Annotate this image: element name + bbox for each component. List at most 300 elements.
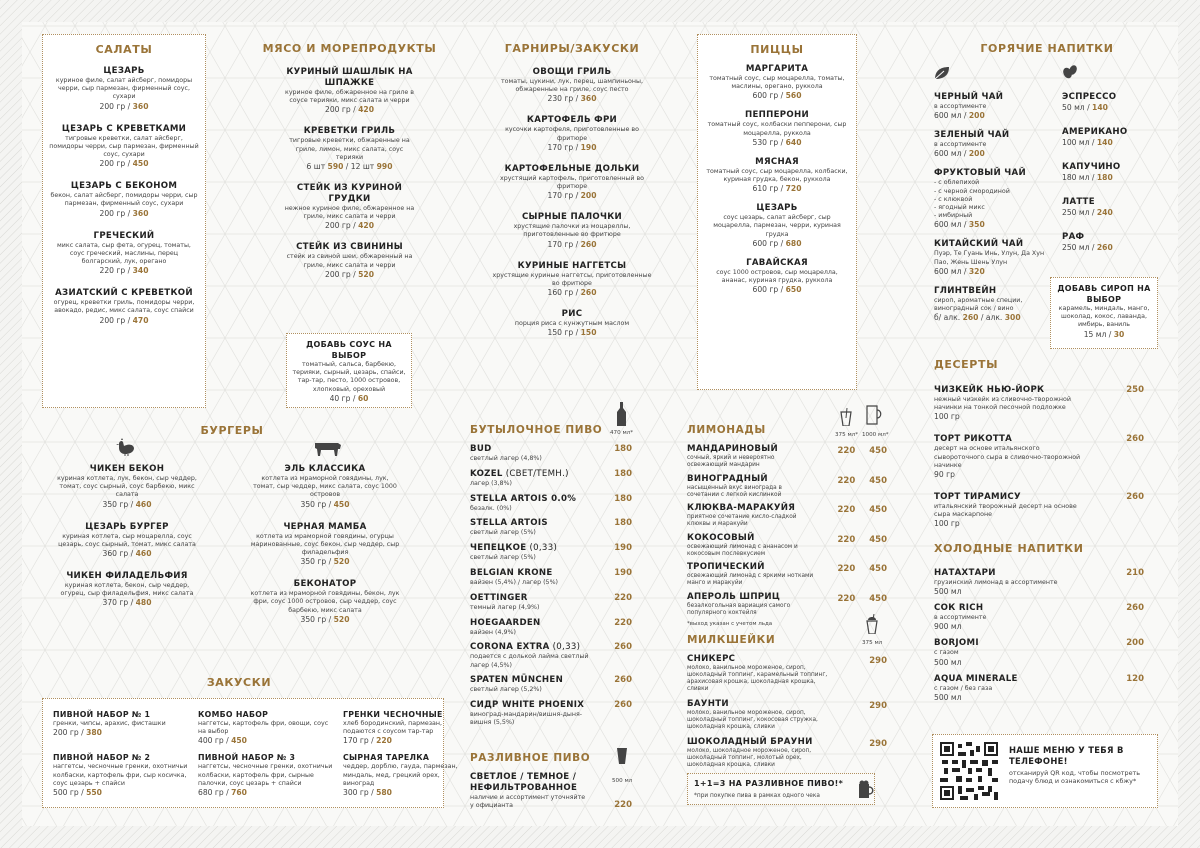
item-price: 450 bbox=[231, 736, 247, 746]
item-price: 520 bbox=[333, 557, 350, 567]
item-name: МАРГАРИТА bbox=[745, 64, 809, 74]
beer-name: KOZEL (СВЕТ/ТЕМН.) bbox=[470, 468, 569, 479]
item-desc: хрустящие куриные наггетсы, приготовленные во фритюре bbox=[492, 271, 652, 287]
snack-desc: гренки, чипсы, арахис, фисташки bbox=[53, 720, 166, 727]
tea-leaf-icon bbox=[934, 66, 950, 80]
item-name: КУРИНЫЕ НАГГЕТСЫ bbox=[517, 260, 627, 271]
menu-item bbox=[704, 64, 850, 101]
menu-item bbox=[52, 464, 202, 510]
beer-desc: вайзен (5,4%) / лагер (5%) bbox=[470, 578, 559, 586]
hot-drinks-title: ГОРЯЧИЕ НАПИТКИ bbox=[980, 42, 1114, 55]
item-desc: в ассортименте bbox=[934, 614, 987, 622]
desserts-list bbox=[934, 385, 1144, 541]
menu-item bbox=[49, 288, 199, 325]
item-price-line bbox=[52, 500, 202, 510]
item-weight: 230 гр / bbox=[547, 94, 581, 104]
bottle-beer-volume: 470 мл* bbox=[610, 430, 634, 436]
item-desc: десерт на основе итальянского сывороточного сыра в сливочно-творожной начинке bbox=[934, 445, 1081, 469]
syrup-desc: карамель, миндаль, манго, шоколад, кокос, лаванда, имбирь, ваниль bbox=[1058, 305, 1150, 329]
item-weight: 370 гр / bbox=[102, 598, 136, 608]
qr-code-icon[interactable] bbox=[940, 742, 998, 800]
draft-beer-price: 220 bbox=[614, 800, 632, 810]
beer-price: 190 bbox=[614, 567, 632, 578]
item-price-line bbox=[492, 328, 652, 338]
menu-item bbox=[282, 242, 417, 279]
milkshake-icon bbox=[866, 614, 878, 634]
hot-drinks-section bbox=[932, 42, 1162, 55]
item-weight: 500 гр / bbox=[53, 788, 87, 798]
item-price: 140 bbox=[1092, 103, 1108, 112]
item-price: 180 bbox=[1096, 173, 1113, 182]
coffee-price-line bbox=[1062, 138, 1162, 148]
draft-beer-desc: наличие и ассортимент уточняйте у официанта bbox=[470, 794, 586, 810]
lemonade-price-small: 220 bbox=[837, 593, 856, 604]
item-price: 360 bbox=[132, 208, 149, 218]
snack-desc: чеддер, дорблю, гауда, пармезан, миндаль, мед, грецкий орех, виноград bbox=[343, 763, 458, 787]
item-desc: стейк из свиной шеи, обжаренный на гриле, микс салата и черри bbox=[286, 253, 413, 269]
lemonade-item bbox=[687, 503, 887, 528]
item-desc: соус цезарь, салат айсберг, сыр моцарелла, пармезан, черри, куриная грудка bbox=[713, 214, 841, 238]
coffee-name: РАФ bbox=[1062, 232, 1085, 242]
lemonade-name: МАНДАРИНОВЫЙ bbox=[687, 444, 778, 454]
beer-name: SPATEN MÜNCHEN bbox=[470, 675, 564, 686]
item-price: 520 bbox=[358, 269, 374, 279]
lemonade-item bbox=[687, 474, 887, 499]
beer-name-extra: (СВЕТ/ТЕМН.) bbox=[502, 468, 569, 479]
beer-item bbox=[470, 618, 632, 637]
item-weight: 350 гр / bbox=[300, 614, 334, 624]
lemonade-note: *выход указан с учетом льда bbox=[687, 621, 773, 627]
item-price: 260 bbox=[580, 288, 597, 298]
menu-item bbox=[492, 309, 652, 338]
item-price: 520 bbox=[333, 614, 350, 624]
item-desc: хрустящий картофель, приготовленный во фритюре bbox=[499, 174, 645, 191]
item-weight: 600 гр / bbox=[752, 238, 786, 248]
item-price-line bbox=[704, 184, 850, 194]
cold-drinks-title: ХОЛОДНЫЕ НАПИТКИ bbox=[934, 542, 1084, 555]
beer-name: ЧЕПЕЦКОЕ (0,33) bbox=[470, 543, 558, 554]
item-desc: куриное филе, салат айсберг, помидоры черри, сыр пармезан, фирменный соус, сухари bbox=[55, 77, 193, 101]
item-weight: 600 мл / bbox=[934, 220, 969, 230]
milkshake-list bbox=[687, 654, 887, 775]
item-desc: порция риса с кунжутным маслом bbox=[514, 320, 630, 328]
lemonade-name: КЛЮКВА-МАРАКУЙЯ bbox=[687, 503, 796, 514]
tea-desc: сироп, ароматные специи, виноградный сок / вино bbox=[934, 296, 1023, 313]
item-price-line bbox=[49, 159, 199, 169]
beer-price: 260 bbox=[614, 675, 632, 686]
menu-item bbox=[282, 67, 417, 115]
lemonade-price-small: 220 bbox=[837, 475, 856, 486]
beer-name: BELGIAN KRONE bbox=[470, 567, 553, 578]
lemonade-glass-icon bbox=[840, 408, 852, 426]
beer-desc: безалк. (0%) bbox=[470, 504, 512, 512]
tea-list bbox=[934, 92, 1054, 332]
item-desc: микс салата, сыр фета, огурец, томаты, соус греческий, маслины, перец болгарский, лук, орегано bbox=[57, 241, 191, 266]
syrup-title: ДОБАВЬ СИРОП НА ВЫБОР bbox=[1057, 284, 1151, 304]
menu-item bbox=[492, 164, 652, 201]
menu-item bbox=[934, 674, 1144, 703]
item-price: 760 bbox=[231, 788, 247, 798]
beer-item bbox=[470, 543, 632, 562]
item-price: 260 bbox=[1126, 434, 1144, 445]
item-price: 200 bbox=[968, 111, 985, 121]
burgers-section bbox=[42, 424, 422, 437]
beer-mug-icon bbox=[858, 780, 874, 798]
item-price-line bbox=[704, 239, 850, 249]
snack-name: ПИВНОЙ НАБОР № 1 bbox=[53, 710, 151, 719]
qr-section bbox=[932, 734, 1158, 808]
milkshake-section bbox=[687, 634, 887, 646]
beer-item bbox=[470, 444, 632, 463]
item-weight: 100 гр bbox=[934, 519, 960, 529]
item-price: 420 bbox=[358, 221, 374, 231]
item-weight: 610 гр / bbox=[752, 184, 786, 194]
item-weight: 350 гр / bbox=[102, 499, 136, 509]
beer-bottle-icon bbox=[617, 402, 626, 426]
item-name: ЦЕЗАРЬ БУРГЕР bbox=[85, 521, 169, 532]
lemonade-price-small: 220 bbox=[837, 534, 856, 545]
item-price-line bbox=[250, 500, 400, 510]
beer-item bbox=[470, 518, 632, 537]
desserts-title: ДЕСЕРТЫ bbox=[934, 358, 999, 371]
coffee-name: ЭСПРЕССО bbox=[1062, 92, 1117, 102]
menu-item bbox=[704, 110, 850, 147]
beer-name: BUD bbox=[470, 444, 492, 454]
item-weight: 350 гр / bbox=[300, 499, 334, 509]
tea-price-line bbox=[934, 313, 1054, 323]
snack-price-line bbox=[343, 788, 463, 798]
snack-name: КОМБО НАБОР bbox=[198, 710, 269, 719]
item-weight: 200 гр / bbox=[99, 315, 133, 325]
item-price: 450 bbox=[132, 159, 149, 169]
item-price: 680 bbox=[785, 238, 802, 248]
beer-item bbox=[470, 593, 632, 612]
item-desc: с газом / без газа bbox=[934, 684, 993, 692]
item-price: 560 bbox=[785, 91, 802, 101]
item-name: КУРИНЫЙ ШАШЛЫК НА ШПАЖКЕ bbox=[286, 67, 413, 88]
item-price: 590 bbox=[327, 162, 344, 172]
item-weight: 150 гр / bbox=[547, 328, 581, 338]
cold-drinks-section bbox=[934, 542, 1144, 555]
coffee-price-line bbox=[1062, 103, 1162, 113]
cow-icon bbox=[312, 440, 342, 456]
item-desc: тигровые креветки, салат айсберг, помидоры черри, сыр пармезан, фирменный соус, сухари bbox=[49, 134, 199, 159]
menu-item bbox=[934, 568, 1144, 597]
item-price: 380 bbox=[86, 728, 102, 738]
menu-item bbox=[49, 124, 199, 170]
draft-beer-item bbox=[470, 772, 632, 810]
item-price: 340 bbox=[132, 266, 149, 276]
milkshake-desc: молоко, ванильное мороженое, сироп, шоколадный топпинг, кокосовая стружка, шоколадная крошка, сливки bbox=[687, 710, 818, 730]
item-weight: 170 гр / bbox=[343, 736, 377, 746]
item-name: ЧИКЕН ФИЛАДЕЛЬФИЯ bbox=[66, 571, 188, 582]
item-price-line bbox=[704, 91, 850, 101]
milkshake-price: 290 bbox=[869, 656, 887, 666]
bottle-list bbox=[470, 444, 632, 733]
item-price: 550 bbox=[86, 788, 102, 798]
item-weight: 200 гр / bbox=[325, 105, 359, 115]
syrup-price: 15 мл / 30 bbox=[1083, 329, 1125, 339]
beer-item bbox=[470, 469, 632, 488]
menu-item bbox=[934, 492, 1144, 529]
item-weight: 160 гр / bbox=[547, 288, 581, 298]
item-weight: 500 мл bbox=[934, 587, 962, 597]
item-desc: куриная котлета, лук, бекон, сыр чеддер, томат, соус сырный, соус барбекю, микс салата bbox=[57, 475, 197, 499]
item-price: 470 bbox=[132, 315, 149, 325]
menu-item bbox=[704, 157, 850, 194]
menu-item bbox=[49, 181, 199, 218]
menu-item bbox=[492, 115, 652, 152]
draft-beer-volume: 500 мл bbox=[612, 778, 633, 784]
beer-price: 180 bbox=[614, 444, 632, 454]
item-weight: 600 мл / bbox=[934, 111, 969, 121]
meat-title: МЯСО И МОРЕПРОДУКТЫ bbox=[262, 42, 437, 55]
tea-item bbox=[934, 168, 1054, 230]
item-price: 460 bbox=[135, 549, 152, 559]
item-name: ЧЕРНАЯ МАМБА bbox=[283, 521, 367, 532]
milkshake-item bbox=[687, 737, 887, 769]
item-weight: 200 гр / bbox=[325, 221, 359, 231]
tea-item bbox=[934, 92, 1054, 121]
beer-desc: виноград-мандарин/вишня-дыня-вишня (5,5%) bbox=[470, 711, 583, 727]
menu-item bbox=[250, 464, 400, 510]
beer-price: 180 bbox=[614, 468, 632, 479]
snack-price-line bbox=[53, 788, 190, 798]
item-price-line bbox=[250, 615, 400, 625]
item-price-line bbox=[282, 270, 417, 280]
item-weight: 6 шт bbox=[306, 162, 328, 172]
burgers-left bbox=[52, 464, 202, 620]
qr-title: НАШЕ МЕНЮ У ТЕБЯ В ТЕЛЕФОНЕ! bbox=[1009, 745, 1124, 766]
lemonade-list bbox=[687, 444, 887, 622]
item-price-line bbox=[492, 143, 652, 153]
item-price: 360 bbox=[580, 94, 597, 104]
milkshake-desc: молоко, шоколадное мороженое, сироп, шоколадный топпинг, молотый орех, шоколадная крошка, сливки bbox=[687, 748, 812, 768]
item-price: 210 bbox=[1126, 568, 1144, 578]
snack-price-line bbox=[198, 788, 335, 798]
meat-section bbox=[262, 42, 437, 291]
beer-desc: лагер (3,8%) bbox=[470, 479, 512, 487]
item-price: 320 bbox=[968, 266, 985, 276]
snack-item bbox=[343, 752, 463, 798]
lemonade-name: ТРОПИЧЕСКИЙ bbox=[687, 562, 765, 573]
tea-desc: в ассортименте bbox=[934, 141, 987, 149]
item-price: 650 bbox=[785, 285, 802, 295]
coffee-name: АМЕРИКАНО bbox=[1062, 127, 1128, 137]
item-name: НАТАХТАРИ bbox=[934, 568, 996, 578]
item-weight: 200 гр / bbox=[325, 269, 359, 279]
item-weight: 600 гр / bbox=[752, 91, 786, 101]
coffee-price-line bbox=[1062, 173, 1162, 183]
item-weight: 200 гр / bbox=[99, 101, 133, 111]
snack-price-line bbox=[198, 736, 335, 746]
item-price: 260 bbox=[1096, 243, 1113, 252]
item-weight: 170 гр / bbox=[547, 191, 581, 201]
item-price-line bbox=[49, 209, 199, 219]
menu-item bbox=[282, 126, 417, 172]
item-weight: 250 мл / bbox=[1062, 243, 1097, 252]
milkshake-price: 290 bbox=[869, 739, 887, 749]
item-name: ЦЕЗАРЬ С КРЕВЕТКАМИ bbox=[61, 123, 187, 134]
item-weight: 180 мл / bbox=[1062, 173, 1097, 182]
bottle-beer-title: БУТЫЛОЧНОЕ ПИВО bbox=[470, 424, 603, 436]
item-price-line bbox=[282, 105, 417, 115]
item-price: 720 bbox=[785, 184, 802, 194]
item-weight: 100 гр bbox=[934, 412, 960, 422]
beer-price: 260 bbox=[614, 642, 632, 653]
item-desc: куриное филе, обжаренное на гриле в соусе терияки, микс салата и черри bbox=[285, 89, 414, 105]
lemonade-name: АПЕРОЛЬ ШПРИЦ bbox=[687, 591, 781, 602]
item-price-line bbox=[492, 94, 652, 104]
beer-desc: вайзен (4,9%) bbox=[470, 628, 516, 636]
beer-price: 220 bbox=[614, 592, 632, 603]
item-price: 350 bbox=[968, 220, 985, 230]
item-weight: 300 гр / bbox=[343, 788, 377, 798]
menu-item bbox=[49, 66, 199, 112]
item-name: ЦЕЗАРЬ bbox=[103, 66, 145, 76]
item-name: СЫРНЫЕ ПАЛОЧКИ bbox=[521, 212, 623, 223]
salads-section bbox=[42, 34, 206, 408]
item-price: 260 bbox=[962, 313, 979, 323]
beer-desc: светлый лагер (4,8%) bbox=[470, 455, 542, 462]
item-price-line bbox=[52, 598, 202, 608]
item-desc: бекон, салат айсберг, помидоры черри, сыр пармезан, фирменный соус, сухари bbox=[50, 192, 198, 208]
item-name: МЯСНАЯ bbox=[755, 156, 799, 167]
item-weight: 360 гр / bbox=[102, 549, 136, 559]
cold-list bbox=[934, 568, 1144, 709]
coffee-price-line bbox=[1062, 243, 1162, 253]
lemonade-volume-1: 375 мл* bbox=[835, 432, 859, 438]
promo-title: 1+1=3 НА РАЗЛИВНОЕ ПИВО!* bbox=[694, 779, 844, 788]
beer-name: HOEGAARDEN bbox=[470, 617, 541, 628]
item-price-2: 990 bbox=[376, 162, 393, 172]
lemonade-price-small: 220 bbox=[837, 505, 856, 516]
item-name: СТЕЙК ИЗ КУРИНОЙ ГРУДКИ bbox=[296, 183, 403, 205]
item-weight: 900 мл bbox=[934, 622, 962, 632]
beer-item bbox=[470, 700, 632, 727]
item-name: РИС bbox=[561, 309, 583, 320]
item-desc: куриная котлета, бекон, сыр чеддер, огурец, сыр филадельфия, микс салата bbox=[60, 582, 194, 598]
tea-desc: в ассортименте bbox=[934, 103, 987, 110]
lemonade-price-large: 450 bbox=[869, 564, 887, 575]
item-weight: 90 гр bbox=[934, 470, 955, 480]
item-name: АЗИАТСКИЙ С КРЕВЕТКОЙ bbox=[55, 288, 193, 299]
snacks-title: ЗАКУСКИ bbox=[206, 676, 272, 689]
snack-name: ПИВНОЙ НАБОР № 3 bbox=[198, 753, 296, 763]
pizza-title: ПИЦЦЫ bbox=[750, 43, 804, 56]
lemonade-item bbox=[687, 592, 887, 617]
item-price: 420 bbox=[358, 105, 374, 115]
item-weight: 50 мл / bbox=[1062, 103, 1093, 112]
sauce-title: ДОБАВЬ СОУС НА ВЫБОР bbox=[306, 340, 392, 360]
beer-name: STELLA ARTOIS 0.0% bbox=[470, 493, 577, 504]
lemonade-jug-icon bbox=[864, 404, 882, 426]
item-price: 120 bbox=[1126, 673, 1144, 684]
item-price-line bbox=[250, 557, 400, 567]
coffee-item bbox=[1062, 162, 1162, 183]
tea-name: ЗЕЛЕНЫЙ ЧАЙ bbox=[934, 130, 1010, 141]
item-price: 240 bbox=[1096, 208, 1113, 217]
item-desc: грузинский лимонад в ассортименте bbox=[934, 579, 1058, 586]
menu-item bbox=[704, 258, 850, 295]
item-desc: с газом bbox=[934, 649, 959, 657]
item-desc: нежный чизкейк из сливочно-творожной начинки на тонкой песочной подложке bbox=[934, 396, 1071, 412]
item-price-line bbox=[492, 288, 652, 298]
garnish-section bbox=[492, 42, 652, 349]
lemonade-desc: освежающий лимонад с яркими нотками манго и маракуйи bbox=[687, 573, 814, 587]
beer-name-extra: (0,33) bbox=[549, 642, 581, 653]
lemonade-desc: освежающий лимонад с ананасом и кокосовым послевкусием bbox=[687, 543, 798, 557]
snacks-section bbox=[42, 698, 458, 808]
item-name: ТОРТ РИКОТТА bbox=[934, 434, 1013, 445]
item-weight: б/ алк. bbox=[934, 313, 963, 323]
item-name: ЦЕЗАРЬ С БЕКОНОМ bbox=[70, 181, 178, 192]
lemonade-desc: приятное сочетание кисло-сладкой клюквы и маракуйи bbox=[687, 514, 797, 528]
item-desc: нежное куриное филе, обжаренное на гриле, микс салата и черри bbox=[284, 205, 415, 221]
item-desc: тигровые креветки, обжаренные на гриле, лимон, микс салата, соус терияки bbox=[289, 137, 410, 161]
item-price: 200 bbox=[1126, 638, 1144, 649]
item-price-line bbox=[282, 162, 417, 172]
lemonade-price-small: 220 bbox=[837, 446, 856, 456]
snack-desc: наггетсы, картофель фри, овощи, соус на выбор bbox=[198, 720, 329, 736]
item-name: ОВОЩИ ГРИЛЬ bbox=[532, 67, 612, 77]
item-name: ЦЕЗАРЬ bbox=[756, 203, 798, 214]
snack-desc: хлеб бородинский, пармезан, подаются с соусом тар-тар bbox=[343, 720, 443, 736]
item-desc: итальянский творожный десерт на основе сыра маскарпоне bbox=[934, 503, 1077, 519]
item-price-line bbox=[704, 138, 850, 148]
item-weight: 170 гр / bbox=[547, 142, 581, 152]
item-name: СТЕЙК ИЗ СВИНИНЫ bbox=[296, 242, 403, 253]
item-name: КАРТОФЕЛЬ ФРИ bbox=[526, 115, 618, 126]
tea-item bbox=[934, 239, 1054, 276]
beer-item bbox=[470, 675, 632, 694]
item-name: ГРЕЧЕСКИЙ bbox=[93, 230, 155, 241]
snack-name: СЫРНАЯ ТАРЕЛКА bbox=[343, 753, 430, 763]
lemonade-price-large: 450 bbox=[869, 505, 887, 516]
promo-desc: *при покупке пива в рамках одного чека bbox=[694, 793, 820, 799]
lemonade-price-large: 450 bbox=[869, 475, 887, 486]
menu-item bbox=[704, 203, 850, 249]
item-desc: хрустящие палочки из моцареллы, приготовленные во фритюре bbox=[513, 223, 631, 239]
item-weight: 200 гр / bbox=[99, 159, 133, 169]
snack-item bbox=[53, 709, 190, 746]
lemonade-price-large: 450 bbox=[869, 446, 887, 456]
beer-name: OETTINGER bbox=[470, 592, 528, 603]
beer-glass-icon bbox=[617, 748, 627, 764]
coffee-name: ЛАТТЕ bbox=[1062, 197, 1095, 207]
item-weight: 200 гр / bbox=[99, 208, 133, 218]
milkshake-volume: 375 мл bbox=[862, 640, 883, 646]
menu-item bbox=[492, 261, 652, 298]
beer-price: 260 bbox=[614, 700, 632, 711]
item-desc: томатный соус, колбаски пепперони, сыр моцарелла, руккола bbox=[707, 121, 847, 137]
item-price: 460 bbox=[135, 499, 152, 509]
item-weight: 500 мл bbox=[934, 657, 962, 667]
lemonade-price-small: 220 bbox=[837, 564, 856, 575]
menu-item bbox=[250, 522, 400, 568]
item-weight: 600 гр / bbox=[752, 285, 786, 295]
lemonade-name: ВИНОГРАДНЫЙ bbox=[687, 473, 768, 484]
tea-item bbox=[934, 286, 1054, 323]
snack-price-line bbox=[53, 728, 190, 738]
menu-item bbox=[934, 603, 1144, 632]
item-desc: томаты, цукини, лук, перец, шампиньоны, обжаренные на гриле, соус песто bbox=[501, 78, 643, 94]
coffee-item bbox=[1062, 127, 1162, 148]
lemonade-item bbox=[687, 562, 887, 587]
menu-item bbox=[52, 522, 202, 559]
menu-item bbox=[250, 579, 400, 625]
item-price: 480 bbox=[135, 598, 152, 608]
